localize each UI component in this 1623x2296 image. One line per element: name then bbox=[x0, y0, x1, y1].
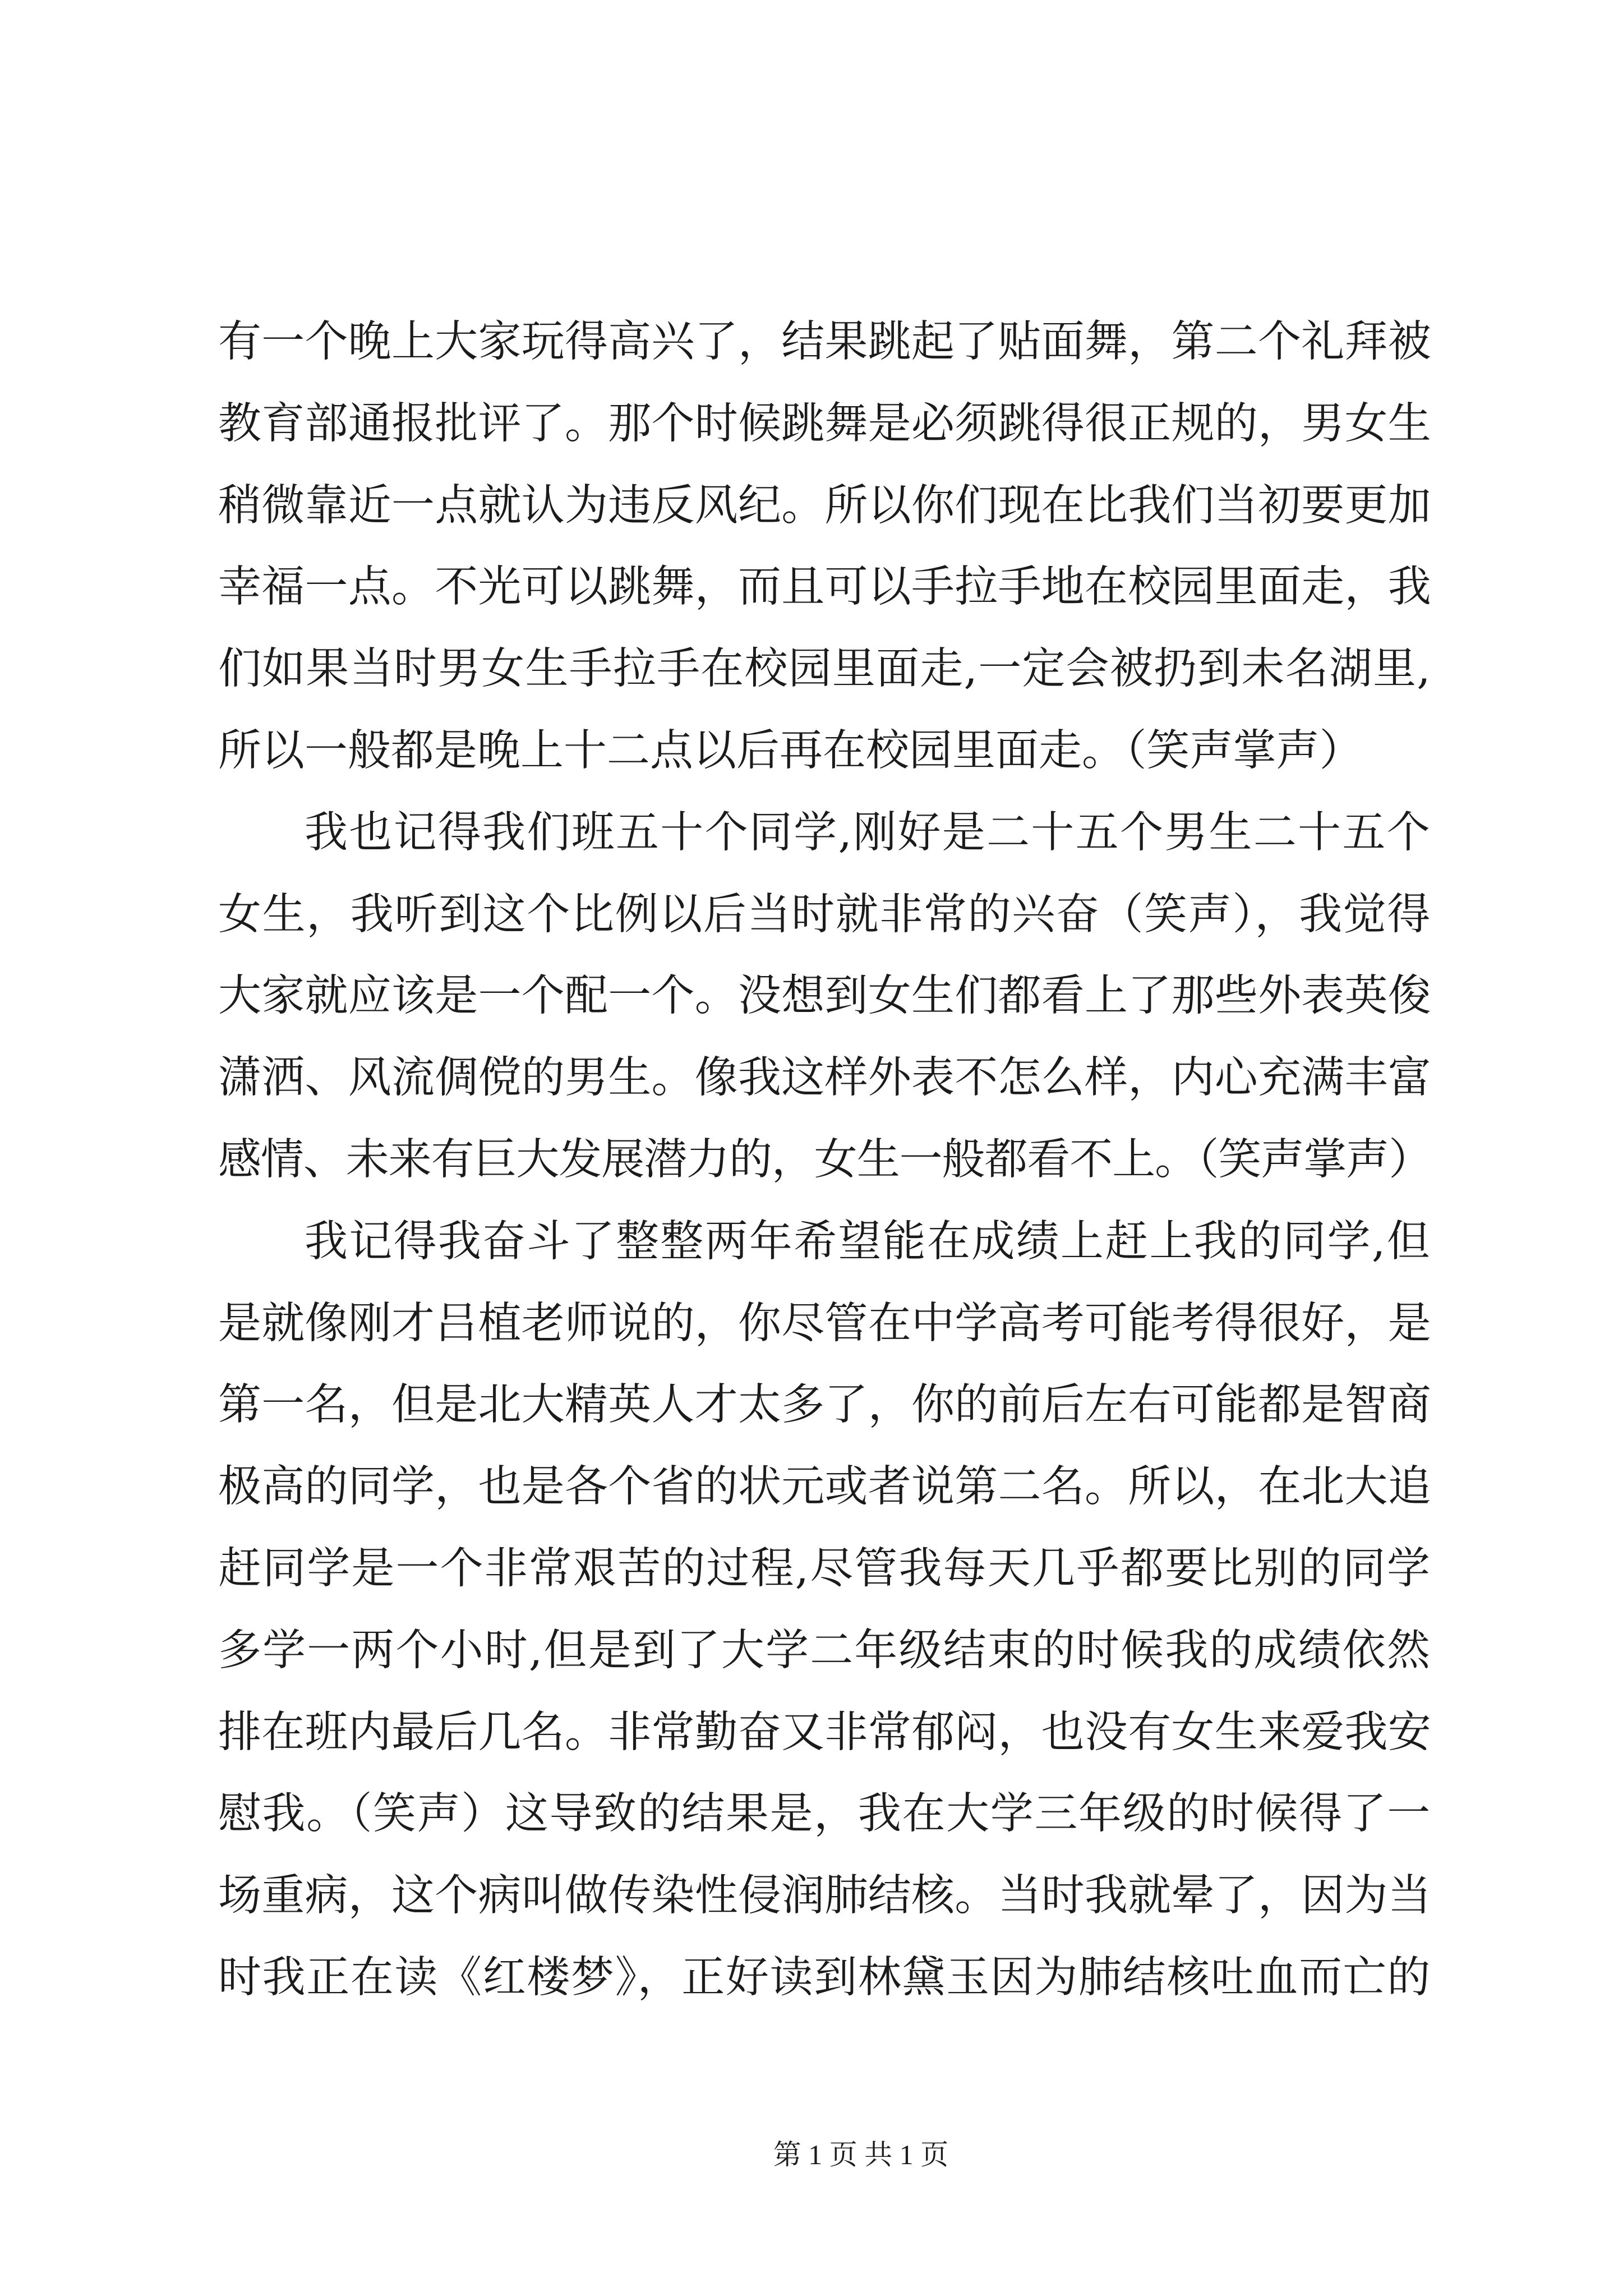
text-line bbox=[218, 1855, 1431, 1937]
text-line-content: 我也记得我们班五十个同学,刚好是二十五个男生二十五个 bbox=[305, 807, 1431, 858]
text-line bbox=[218, 1446, 1431, 1528]
text-line-content: 女生，我听到这个比例以后当时就非常的兴奋（笑声），我觉得 bbox=[218, 889, 1431, 940]
text-line-content: 是就像刚才吕植老师说的，你尽管在中学高考可能考得很好，是 bbox=[218, 1298, 1431, 1349]
body-text bbox=[218, 301, 1431, 2019]
text-line-content: 场重病，这个病叫做传染性侵润肺结核。当时我就晕了，因为当 bbox=[218, 1871, 1431, 1921]
text-line-content: 稍微靠近一点就认为违反风纪。所以你们现在比我们当初要更加 bbox=[218, 480, 1431, 531]
text-line-content: 幸福一点。不光可以跳舞，而且可以手拉手地在校园里面走，我 bbox=[218, 562, 1431, 613]
paragraph bbox=[218, 301, 1431, 792]
text-line-content: 大家就应该是一个配一个。没想到女生们都看上了那些外表英俊 bbox=[218, 971, 1431, 1022]
text-line bbox=[218, 465, 1431, 547]
text-line-content: 感情、未来有巨大发展潜力的，女生一般都看不上。（笑声掌声） bbox=[218, 1134, 1431, 1185]
text-line bbox=[218, 1283, 1431, 1365]
text-line-content: 教育部通报批评了。那个时候跳舞是必须跳得很正规的，男女生 bbox=[218, 398, 1431, 449]
text-line bbox=[218, 1773, 1431, 1855]
text-line bbox=[218, 1119, 1431, 1201]
paragraph bbox=[218, 792, 1431, 1201]
text-line-content: 们如果当时男女生手拉手在校园里面走,一定会被扔到未名湖里, bbox=[218, 644, 1431, 694]
text-line bbox=[218, 301, 1431, 383]
text-line bbox=[218, 628, 1431, 710]
text-line bbox=[218, 1037, 1431, 1119]
text-line bbox=[218, 792, 1431, 874]
text-line-content: 我记得我奋斗了整整两年希望能在成绩上赶上我的同学,但 bbox=[305, 1216, 1431, 1267]
text-line-content: 有一个晚上大家玩得高兴了，结果跳起了贴面舞，第二个礼拜被 bbox=[218, 317, 1431, 367]
text-line-content: 潇洒、风流倜傥的男生。像我这样外表不怎么样，内心充满丰富 bbox=[218, 1053, 1431, 1103]
text-line bbox=[218, 874, 1431, 956]
text-line bbox=[218, 1692, 1431, 1774]
text-line-content: 排在班内最后几名。非常勤奋又非常郁闷，也没有女生来爱我安 bbox=[218, 1707, 1431, 1757]
text-line bbox=[218, 710, 1431, 792]
text-line bbox=[218, 1201, 1431, 1283]
text-line bbox=[218, 955, 1431, 1037]
text-line bbox=[218, 546, 1431, 628]
text-line-content: 赶同学是一个非常艰苦的过程,尽管我每天几乎都要比别的同学 bbox=[218, 1543, 1431, 1594]
text-line bbox=[218, 1364, 1431, 1446]
text-line bbox=[218, 1610, 1431, 1692]
paragraph bbox=[218, 1201, 1431, 2019]
text-line-content: 所以一般都是晚上十二点以后再在校园里面走。（笑声掌声） bbox=[218, 725, 1363, 776]
text-line-content: 慰我。（笑声）这导致的结果是，我在大学三年级的时候得了一 bbox=[218, 1789, 1431, 1839]
text-line bbox=[218, 1528, 1431, 1610]
text-line-content: 多学一两个小时,但是到了大学二年级结束的时候我的成绩依然 bbox=[218, 1625, 1431, 1676]
text-line-content: 时我正在读《红楼梦》，正好读到林黛玉因为肺结核吐血而亡的 bbox=[218, 1952, 1431, 2003]
text-line bbox=[218, 1937, 1431, 2019]
text-line bbox=[218, 383, 1431, 465]
text-line-content: 第一名，但是北大精英人才太多了，你的前后左右可能都是智商 bbox=[218, 1380, 1431, 1430]
text-line-content: 极高的同学，也是各个省的状元或者说第二名。所以，在北大追 bbox=[218, 1462, 1431, 1512]
page-footer: 第 1 页 共 1 页 bbox=[773, 2139, 949, 2170]
